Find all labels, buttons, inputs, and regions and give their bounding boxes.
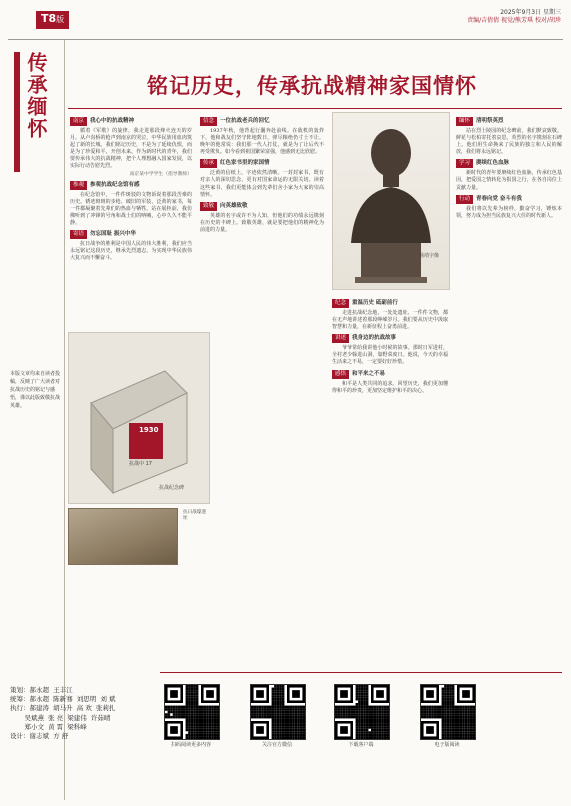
- page-number: T8版: [36, 11, 69, 29]
- qr-caption-3: 下载客户端: [348, 742, 374, 748]
- credit-line: 吴斌燕 张 亮 梁建伟 许茹晴: [10, 713, 111, 722]
- qr-pattern-icon: [251, 685, 305, 739]
- article-body: 泛黄的信纸上，字迹依然清晰。一封封家书，既有对亲人的深切思念，更有对国家命运的无限关切。读着这些家书，我们更能体会到先辈们舍小家为大家的崇高情怀。: [200, 170, 324, 198]
- article-tag: 参观: [70, 181, 87, 190]
- article-title: 重温历史 砥砺前行: [352, 300, 398, 306]
- qr-code-2[interactable]: [250, 684, 306, 740]
- article-heading: [332, 299, 448, 308]
- article-heading: [200, 159, 324, 168]
- qr-caption-1: 扫码阅读更多内容: [170, 742, 211, 748]
- article-column-3: [332, 296, 448, 666]
- headline-rule: [68, 108, 562, 109]
- article-heading: [456, 117, 562, 126]
- edition-line: 责编/吉倩倩 视觉/熊芳琪 校对/胡珍: [467, 17, 561, 24]
- section-bar: [14, 52, 20, 172]
- article-title: 我心中的抗战精神: [90, 118, 135, 124]
- credit-line: 策划：郝永超 王丰江: [10, 686, 73, 694]
- qr-pattern-icon: [165, 685, 219, 739]
- article-heading: [70, 117, 192, 126]
- article-heading: [200, 117, 324, 126]
- article-body: 爷爷常给我讲他小时候的故事。那时日军进村，全村老少躲进山洞，靠野菜度日。他说，今天的幸福生活来之不易，一定要好好珍惜。: [332, 345, 448, 366]
- page-header: [8, 7, 563, 40]
- article-title: 我身边的抗战故事: [352, 335, 397, 342]
- qr-code-3[interactable]: [334, 684, 390, 740]
- article-heading: [200, 202, 324, 211]
- article-byline: 南京某中学学生（指导教师）: [129, 171, 192, 177]
- qr-caption-4: 电子版阅读: [434, 742, 460, 748]
- article-tag: 纪念: [332, 299, 349, 308]
- article-body: 新时代的青年要赓续红色血脉，传承红色基因，把爱国之情转化为报国之行，在各自岗位上贡献力量。: [456, 170, 562, 191]
- bust-photo: [332, 112, 450, 290]
- article-body: 和平是人类共同的追求。回望历史，我们更加懂得和平的珍贵，更加坚定维护和平的决心。: [332, 380, 448, 394]
- article-tag: 南京: [70, 117, 87, 126]
- qr-pattern-icon: [335, 685, 389, 739]
- credit-line: 郑小文 黄 霄 梁科峰: [10, 722, 87, 731]
- article-tag: 感悟: [332, 370, 349, 379]
- article-tag: 行动: [456, 195, 473, 204]
- qr-caption-2: 关注官方微信: [261, 742, 292, 748]
- article-title: 向英雄致敬: [220, 202, 248, 209]
- article-heading: [332, 370, 448, 379]
- article-title: 赓续红色血脉: [476, 160, 510, 167]
- bust-illustration: [333, 113, 449, 289]
- credit-line: 统筹：郝永超 陈新骞 刘思明 刘 斌: [10, 695, 116, 704]
- qr-code-1[interactable]: [164, 684, 220, 740]
- article-tag: 信念: [200, 117, 217, 126]
- article-tag: 讲述: [332, 334, 349, 343]
- monument-caption: 抗战纪念碑: [159, 485, 185, 491]
- section-title: 传承缅怀: [24, 52, 48, 140]
- trench-photo: [68, 508, 178, 565]
- article-title: 清明祭英烈: [476, 118, 504, 124]
- qr-code-4[interactable]: [420, 684, 476, 740]
- article-heading: [456, 159, 562, 168]
- article-body: 在纪念馆中，一件件斑驳的文物诉说着那段苦难的历史。锈迹斑斑的步枪、破旧的军装、泛黄的家书，每一件都凝聚着先辈们的热血与牺牲。站在展柜前，我仿佛听到了冲锋的号角和战士们的呐喊，心中久久不能平静。: [70, 191, 192, 227]
- article-heading: [332, 334, 448, 343]
- article-tag: 寄语: [70, 230, 87, 239]
- article-title: 青春向党 奋斗有我: [476, 195, 522, 202]
- bust-caption: 杨靖宇像: [419, 253, 440, 259]
- credits-block: [10, 686, 160, 741]
- editor-note: 本版文章均来自读者投稿，反映了广大读者对抗战历史的铭记与感悟，谨以此版致敬抗战英雄。: [10, 371, 61, 409]
- qr-pattern-icon: [421, 685, 475, 739]
- article-body: 循着《军歌》的旋律，我走进那段烽火连天的岁月。从卢沟桥的枪声到南京的哭泣，中华民族用血肉筑起了新的长城。我们铭记历史，不是为了延续仇恨，而是为了珍爱和平、开创未来。作为新时代的青年，我们要传承伟大的抗战精神，把个人理想融入国家发展，以实际行动告慰先烈。: [70, 128, 192, 170]
- article-body: 抗日战争的胜利是中国人民的伟大胜利，我们应当永远铭记这段历史，继承先烈遗志，为实现中华民族伟大复兴而不懈奋斗。: [70, 241, 192, 262]
- monument-illustration: [69, 333, 209, 503]
- date-line: 2025年9月3日 星期三: [500, 9, 561, 16]
- article-tag: 致敬: [200, 202, 217, 211]
- article-body: 1937年秋，他背起行囊奔赴前线。在敌机的轰炸下，他和战友们坚守阵地数日，弹尽粮绝仍寸土不让。晚年的他常说：我们那一代人打仗，就是为了让后代不再受欺负。如今看到祖国繁荣富强，他感到无比欣慰。: [200, 128, 324, 156]
- article-tag: 学习: [456, 159, 473, 168]
- article-title: 参观抗战纪念馆有感: [90, 181, 140, 188]
- article-body: 我们将以先辈为榜样，勤奋学习，锤炼本领，努力成为担当民族复兴大任的时代新人。: [456, 205, 562, 219]
- article-tag: 传承: [200, 159, 217, 168]
- article-title: 勿忘国耻 振兴中华: [90, 231, 136, 238]
- article-column-4: [456, 114, 562, 666]
- monument-year: 1930: [139, 426, 159, 434]
- page-meta: [467, 9, 561, 25]
- monument-label: 抗战中 17: [129, 461, 152, 467]
- credit-line: 设计：谢志斌 方 舒: [10, 732, 69, 741]
- page-headline: 铭记历史，传承抗战精神家国情怀: [147, 74, 477, 98]
- article-title: 和平来之不易: [352, 370, 386, 377]
- article-title: 红色家书里的家国情: [220, 160, 270, 167]
- article-body: 走进抗战纪念地，一处处遗址、一件件文物，都在无声地讲述着那段峥嵘岁月。我们要从历史中汲取智慧和力量，在新征程上奋勇前进。: [332, 310, 448, 331]
- article-heading: [456, 195, 562, 204]
- article-body: 站在烈士陵园的纪念碑前，我们默哀致敬。鲜花与松柏寄托着哀思，英烈的名字镌刻在石碑上。他们用生命换来了民族的独立和人民的解放，我们将永远铭记。: [456, 128, 562, 156]
- article-heading: [70, 181, 192, 190]
- article-tag: 缅怀: [456, 117, 473, 126]
- section-title-box: [22, 52, 56, 202]
- article-title: 一位抗战老兵的回忆: [220, 118, 270, 124]
- bottom-rule: [160, 672, 562, 673]
- article-column-2: [200, 114, 324, 674]
- article-heading: [70, 230, 192, 239]
- article-body: 英雄的名字或许不为人知，但他们的功绩永远镌刻在历史的丰碑上。致敬英雄，就是要把他们的精神化为前进的力量。: [200, 212, 324, 233]
- credit-line: 执行：郝建涛 胡马升 高 欢 张莉扎: [10, 704, 116, 713]
- monument-photo: [68, 332, 210, 504]
- trench-caption: 抗日战壕遗址: [183, 510, 206, 522]
